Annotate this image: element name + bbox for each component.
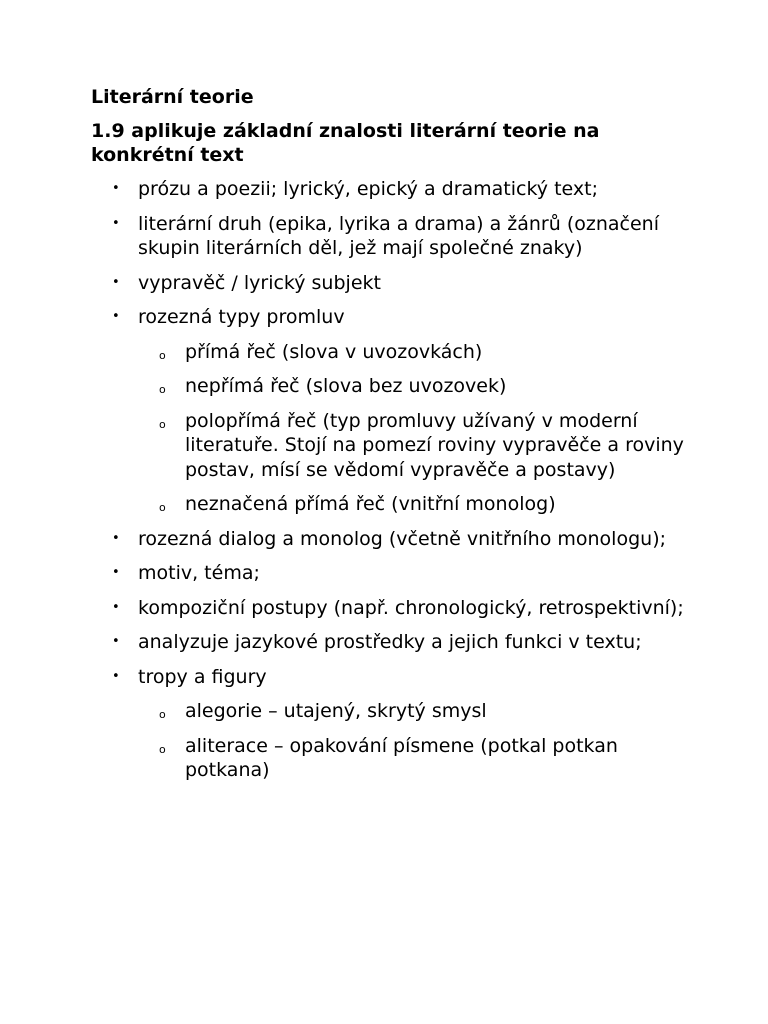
sub-list [138, 699, 691, 783]
list-item-text: prózu a poezii; lyrický, epický a dramatický text; [138, 178, 598, 200]
circle-bullet-icon: o [159, 383, 166, 396]
list-item [91, 305, 691, 517]
list-item [91, 561, 691, 586]
circle-bullet-icon: o [159, 417, 166, 431]
sub-list [138, 340, 691, 517]
circle-bullet-icon: o [159, 348, 166, 362]
list-item-text: motiv, téma; [138, 562, 260, 584]
sub-list-item-text: neznačená přímá řeč (vnitřní monolog) [185, 493, 556, 515]
list-item-text: kompoziční postupy (např. chronologický, retrospektivní); [138, 596, 684, 619]
sub-list-item [138, 492, 691, 517]
sub-list-item [138, 340, 691, 365]
list-item [91, 665, 691, 783]
circle-bullet-icon: o [159, 708, 166, 721]
bullet-icon: • [112, 181, 120, 196]
sub-list-item-text: nepřímá řeč (slova bez uvozovek) [185, 375, 507, 397]
sub-list-item-text: aliterace – opakování písmene (potkal potkan potkana) [185, 734, 618, 781]
list-item [91, 630, 691, 655]
bullet-icon: • [112, 599, 120, 615]
list-item [91, 527, 691, 552]
document-content [91, 85, 691, 793]
sub-list-item-text: přímá řeč (slova v uvozovkách) [185, 340, 483, 363]
list-item [91, 177, 691, 202]
list-item-text: rozezná dialog a monolog (včetně vnitřního monologu); [138, 527, 667, 550]
list-item [91, 212, 691, 261]
sub-list-item-text: polopřímá řeč (typ promluvy užívaný v moderní literatuře. Stojí na pomezí roviny vypravěče a roviny postav, mísí se vědomí vypravěče a postavy) [185, 409, 684, 481]
bullet-icon: • [112, 274, 120, 290]
list-item-text: vypravěč / lyrický subjekt [138, 271, 381, 294]
list-item [91, 596, 691, 621]
section-title: Literární teorie [91, 86, 254, 108]
bullet-icon: • [112, 634, 120, 649]
sub-list-item [138, 734, 691, 783]
bullet-icon: • [112, 565, 120, 580]
sub-list-item [138, 374, 691, 399]
sub-list-item [138, 699, 691, 724]
section-subtitle: 1.9 aplikuje základní znalosti literární teorie na konkrétní text [91, 120, 600, 166]
list-item-text: literární druh (epika, lyrika a drama) a žánrů (označení skupin literárních děl, jež mají společné znaky) [138, 212, 659, 259]
list-item-text: rozezná typy promluv [138, 306, 345, 328]
circle-bullet-icon: o [159, 501, 166, 514]
list-item-text: analyzuje jazykové prostředky a jejich funkci v textu; [138, 631, 642, 653]
bullet-icon: • [112, 309, 120, 324]
bullet-icon: • [112, 668, 120, 684]
sub-list-item [138, 409, 691, 483]
sub-list-item-text: alegorie – utajený, skrytý smysl [185, 700, 487, 722]
circle-bullet-icon: o [159, 742, 166, 756]
topic-list [91, 177, 691, 783]
list-item-text: tropy a figury [138, 665, 267, 688]
bullet-icon: • [112, 530, 120, 546]
list-item [91, 271, 691, 296]
bullet-icon: • [112, 215, 120, 231]
